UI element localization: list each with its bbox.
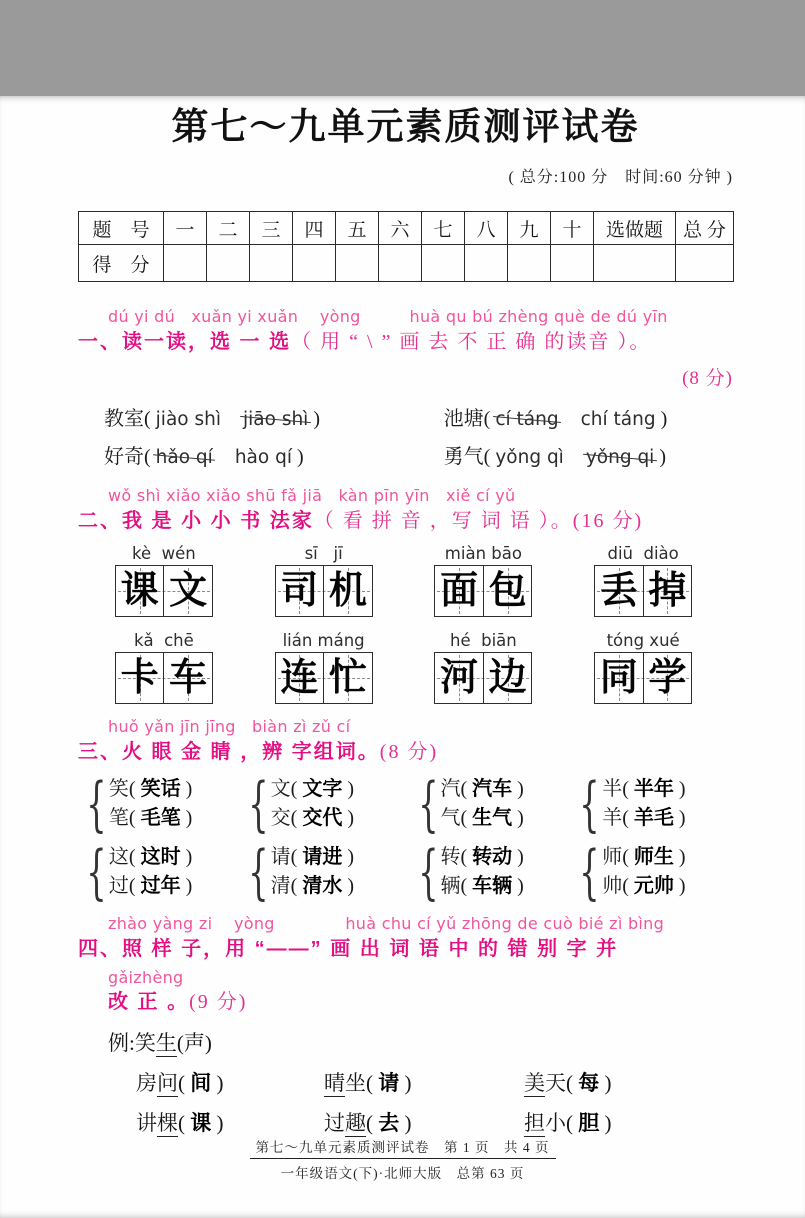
paren-close: ) xyxy=(342,846,354,868)
section1-score: (8 分) xyxy=(682,368,733,389)
writing-pinyin: sī jī xyxy=(304,544,343,563)
section1-items xyxy=(78,402,733,469)
grid-cell xyxy=(116,653,164,703)
pinyin-choice-item xyxy=(444,440,733,469)
writing-row-1 xyxy=(78,544,733,617)
writing-group xyxy=(404,631,564,704)
section3-score: (8 分) xyxy=(379,741,439,763)
paren-close: ) xyxy=(211,1071,224,1095)
pinyin-option: hào qí xyxy=(234,447,292,468)
paren-open: ( xyxy=(128,846,141,868)
word-part: 过 xyxy=(324,1111,345,1135)
score-table-header-cell: 五 xyxy=(336,212,379,245)
paren-open: ( xyxy=(290,778,303,800)
paren-open: ( xyxy=(178,1071,191,1095)
paren-close: ) xyxy=(599,1071,612,1095)
grid-cell xyxy=(163,653,212,703)
underlined-char: 晴 xyxy=(324,1071,345,1095)
handwritten-character: 面 xyxy=(440,570,479,612)
handwritten-character: 课 xyxy=(120,570,159,612)
brace-glyph: { xyxy=(417,837,439,907)
answer-word: 请进 xyxy=(302,846,343,868)
paren-close: ) xyxy=(399,1071,412,1095)
base-char: 请 xyxy=(270,846,291,868)
score-cell xyxy=(207,245,250,282)
grid-cell xyxy=(276,653,324,703)
pinyin-choice-item xyxy=(444,402,733,431)
example-text: 例:笑 xyxy=(108,1031,156,1055)
answer-word: 交代 xyxy=(302,807,343,829)
character-grid-box xyxy=(275,565,373,617)
char-pair-group xyxy=(417,769,580,839)
char-pair-group xyxy=(86,769,248,839)
item-word: 好奇( xyxy=(104,446,151,468)
paren-open: ( xyxy=(460,875,473,897)
pinyin-choice-item xyxy=(104,440,444,469)
section4-heading-strong: 四、照 样 子，用 “——” 画 出 词 语 中 的 错 别 字 并 xyxy=(78,938,619,960)
item-word: 勇气( xyxy=(443,446,491,468)
word-part: 天 xyxy=(545,1071,566,1095)
writing-pinyin: miàn bāo xyxy=(444,544,522,563)
section1-heading-light: （ 用 “ \ ” 画 去 不 正 确 的读音 ）。 xyxy=(291,331,652,353)
score-cell xyxy=(594,245,676,282)
writing-group xyxy=(84,631,244,704)
section1-heading-strong: 一、读一读，选 一 选 xyxy=(78,331,292,353)
char-pair-group xyxy=(579,769,733,839)
paren-open: ( xyxy=(178,1111,191,1135)
score-table-header-cell: 四 xyxy=(293,212,336,245)
page-footer xyxy=(0,1136,805,1182)
pinyin-option-crossed: hǎo qí xyxy=(155,447,213,468)
base-char: 文 xyxy=(270,778,291,800)
correction-item xyxy=(324,1067,524,1097)
word-part: 小 xyxy=(545,1111,566,1135)
writing-group xyxy=(563,631,723,704)
answer-word: 师生 xyxy=(633,846,674,868)
paren-close: ) xyxy=(211,1111,224,1135)
answer-word: 这时 xyxy=(140,846,181,868)
character-grid-box xyxy=(594,565,692,617)
correction-item xyxy=(524,1067,733,1097)
score-table-header-cell: 七 xyxy=(422,212,465,245)
handwritten-character: 丢 xyxy=(599,570,638,612)
writing-pinyin: diū diào xyxy=(607,544,679,563)
score-table-header-cell: 题 号 xyxy=(79,212,164,245)
answer-word: 元帅 xyxy=(633,875,674,897)
score-table-header-cell: 九 xyxy=(508,212,551,245)
base-char: 清 xyxy=(270,875,291,897)
grid-cell xyxy=(643,653,692,703)
grid-cell xyxy=(435,653,483,703)
paren-close: ) xyxy=(512,778,524,800)
correction-item xyxy=(136,1107,324,1137)
paren-open: ( xyxy=(366,1071,379,1095)
handwritten-character: 司 xyxy=(280,570,319,612)
correction-answer: 去 xyxy=(378,1111,400,1135)
correction-item xyxy=(136,1067,324,1097)
handwritten-character: 忙 xyxy=(328,657,367,699)
paper-content xyxy=(0,96,805,1137)
answer-word: 清水 xyxy=(302,875,343,897)
section4-heading-1 xyxy=(78,936,733,962)
base-char: 笔 xyxy=(108,807,129,829)
correction-answer: 间 xyxy=(190,1071,212,1095)
paren-open: ( xyxy=(290,846,303,868)
base-char: 羊 xyxy=(602,807,623,829)
score-table xyxy=(78,211,734,282)
writing-group xyxy=(244,631,404,704)
correction-answer: 胆 xyxy=(578,1111,600,1135)
handwritten-character: 学 xyxy=(648,657,687,699)
paren-close: ) xyxy=(599,1111,612,1135)
paren-open: ( xyxy=(622,846,634,868)
paren-open: ( xyxy=(290,807,303,829)
paren-open: ( xyxy=(128,875,141,897)
item-close: ) xyxy=(659,446,666,468)
section3-row-2 xyxy=(78,837,733,907)
score-row-label: 得 分 xyxy=(79,245,164,282)
handwritten-character: 卡 xyxy=(120,657,159,699)
score-table-header-cell: 选做题 xyxy=(594,212,676,245)
score-cell xyxy=(379,245,422,282)
underlined-char: 美 xyxy=(524,1071,545,1095)
correction-answer: 课 xyxy=(190,1111,212,1135)
underlined-char: 棵 xyxy=(157,1111,178,1135)
pinyin-option: jiào shì xyxy=(155,409,221,430)
writing-group xyxy=(563,544,723,617)
section3-pinyin: huǒ yǎn jīn jīng biàn zì zǔ cí xyxy=(108,717,351,736)
paren-open: ( xyxy=(622,875,634,897)
score-table-header-cell: 二 xyxy=(207,212,250,245)
section4-pinyin-2: gǎizhèng xyxy=(108,968,184,987)
brace-glyph: { xyxy=(86,769,107,839)
paren-open: ( xyxy=(290,875,303,897)
correction-item xyxy=(324,1107,524,1137)
grid-cell xyxy=(116,566,164,616)
paren-close: ) xyxy=(673,807,686,829)
paren-close: ) xyxy=(342,778,354,800)
base-char: 这 xyxy=(108,846,129,868)
section2-heading xyxy=(78,508,733,534)
score-table-header-row xyxy=(79,212,734,245)
grid-cell xyxy=(435,566,483,616)
writing-pinyin: tóng xué xyxy=(606,631,680,650)
answer-word: 文字 xyxy=(302,778,343,800)
footer-line-2: 一年级语文(下)·北师大版 总第 63 页 xyxy=(280,1166,525,1181)
paren-open: ( xyxy=(366,1111,379,1135)
char-pair-group xyxy=(417,837,580,907)
writing-pinyin: lián máng xyxy=(282,631,365,650)
brace-glyph: { xyxy=(248,769,269,839)
answer-word: 过年 xyxy=(140,875,181,897)
section1-heading xyxy=(78,329,733,355)
paren-open: ( xyxy=(128,778,141,800)
word-part: 房 xyxy=(136,1071,157,1095)
section4-heading2-strong: 改 正 。 xyxy=(108,991,190,1013)
handwritten-character: 机 xyxy=(328,570,367,612)
section4-example xyxy=(78,1027,733,1057)
char-pair-group xyxy=(579,837,733,907)
character-grid-box xyxy=(115,652,213,704)
base-char: 师 xyxy=(602,846,623,868)
pinyin-option-crossed: yǒng qi xyxy=(585,447,655,468)
section3-row-1 xyxy=(78,769,733,839)
page-title: 第七～九单元素质测评试卷 xyxy=(171,107,640,148)
score-table-header-cell: 一 xyxy=(164,212,207,245)
character-grid-box xyxy=(594,652,692,704)
underlined-char: 担 xyxy=(524,1111,545,1135)
writing-group xyxy=(404,544,564,617)
handwritten-character: 连 xyxy=(280,657,319,699)
writing-row-2 xyxy=(78,631,733,704)
paren-open: ( xyxy=(460,846,473,868)
grid-cell xyxy=(163,566,212,616)
writing-pinyin: hé biān xyxy=(450,631,517,650)
brace-glyph: { xyxy=(579,837,600,907)
underlined-char: 趣 xyxy=(345,1111,366,1135)
score-cell xyxy=(508,245,551,282)
pinyin-option-crossed: jiāo shì xyxy=(243,409,309,430)
writing-group xyxy=(244,544,404,617)
handwritten-character: 车 xyxy=(169,657,208,699)
word-part: 坐 xyxy=(345,1071,366,1095)
example-text: (声) xyxy=(176,1031,212,1055)
score-table-header-cell: 六 xyxy=(379,212,422,245)
paren-close: ) xyxy=(180,846,193,868)
item-word: 池塘( xyxy=(443,408,491,430)
section2-heading-light: （ 看 拼 音 ，写 词 语 ）。 xyxy=(313,510,573,532)
paren-close: ) xyxy=(673,846,686,868)
score-table-score-row xyxy=(79,245,734,282)
pinyin-option: yǒng qì xyxy=(495,447,564,468)
base-char: 转 xyxy=(440,846,461,868)
pinyin-option-crossed: cí táng xyxy=(495,409,559,430)
score-cell xyxy=(164,245,207,282)
score-cell xyxy=(465,245,508,282)
item-close: ) xyxy=(660,408,668,430)
pinyin-option: chí táng xyxy=(580,409,656,430)
score-cell xyxy=(293,245,336,282)
correction-answer: 请 xyxy=(378,1071,400,1095)
paren-open: ( xyxy=(566,1111,579,1135)
grid-cell xyxy=(643,566,692,616)
brace-glyph: { xyxy=(417,769,439,839)
brace-glyph: { xyxy=(86,837,107,907)
pinyin-choice-item xyxy=(104,402,444,431)
handwritten-character: 文 xyxy=(169,570,208,612)
paren-open: ( xyxy=(622,778,634,800)
handwritten-character: 同 xyxy=(599,657,638,699)
score-cell xyxy=(422,245,465,282)
writing-group xyxy=(84,544,244,617)
answer-word: 笑话 xyxy=(140,778,181,800)
page-subtitle: ( 总分:100 分 时间:60 分钟 ) xyxy=(508,169,733,186)
handwritten-character: 掉 xyxy=(648,570,687,612)
writing-pinyin: kǎ chē xyxy=(133,631,194,650)
section2-pinyin: wǒ shì xiǎo xiǎo shū fǎ jiā kàn pīn yīn xiě cí yǔ xyxy=(108,486,516,505)
section3-heading xyxy=(78,739,733,765)
base-char: 笑 xyxy=(108,778,129,800)
handwritten-character: 边 xyxy=(488,657,527,699)
answer-word: 车辆 xyxy=(472,875,513,897)
handwritten-character: 河 xyxy=(440,657,479,699)
score-table-header-cell: 三 xyxy=(250,212,293,245)
paren-close: ) xyxy=(399,1111,412,1135)
answer-word: 汽车 xyxy=(472,778,513,800)
char-pair-group xyxy=(248,769,418,839)
paren-close: ) xyxy=(512,875,524,897)
base-char: 气 xyxy=(440,807,461,829)
footer-line-1: 第七～九单元素质测评试卷 第 1 页 共 4 页 xyxy=(250,1136,556,1159)
paren-close: ) xyxy=(512,807,524,829)
answer-word: 毛笔 xyxy=(140,807,181,829)
grid-cell xyxy=(483,566,532,616)
paren-close: ) xyxy=(180,778,193,800)
correction-item xyxy=(524,1107,733,1137)
section4-items xyxy=(78,1067,733,1137)
answer-word: 转动 xyxy=(472,846,513,868)
char-pair-group xyxy=(248,837,418,907)
underlined-char: 生 xyxy=(155,1031,177,1055)
score-cell xyxy=(250,245,293,282)
grid-cell xyxy=(595,653,643,703)
base-char: 汽 xyxy=(440,778,461,800)
base-char: 过 xyxy=(108,875,129,897)
score-cell xyxy=(336,245,379,282)
paren-open: ( xyxy=(566,1071,579,1095)
grid-cell xyxy=(323,566,372,616)
section4-heading-2 xyxy=(78,989,733,1015)
grid-cell xyxy=(323,653,372,703)
paren-close: ) xyxy=(673,875,686,897)
answer-word: 生气 xyxy=(472,807,513,829)
base-char: 辆 xyxy=(440,875,461,897)
character-grid-box xyxy=(434,652,532,704)
paren-close: ) xyxy=(512,846,524,868)
score-table-header-cell: 总 分 xyxy=(676,212,734,245)
score-table-header-cell: 八 xyxy=(465,212,508,245)
brace-glyph: { xyxy=(579,769,600,839)
paren-open: ( xyxy=(622,807,634,829)
section3-heading-strong: 三、火 眼 金 睛 ，辨 字组词。 xyxy=(78,741,380,763)
underlined-char: 问 xyxy=(157,1071,178,1095)
section1-pinyin: dú yi dú xuǎn yi xuǎn yòng huà qu bú zhèng què de dú yīn xyxy=(108,307,668,326)
section2-heading-strong: 二、我 是 小 小 书 法家 xyxy=(78,510,314,532)
section4-score: (9 分) xyxy=(189,991,248,1013)
base-char: 半 xyxy=(602,778,623,800)
character-grid-box xyxy=(275,652,373,704)
paren-close: ) xyxy=(673,778,686,800)
paren-open: ( xyxy=(460,778,473,800)
item-close: ) xyxy=(313,408,320,430)
paren-close: ) xyxy=(180,807,193,829)
writing-pinyin: kè wén xyxy=(132,544,196,563)
score-cell xyxy=(676,245,734,282)
section4-pinyin-1: zhào yàng zi yòng huà chu cí yǔ zhōng de cuò bié zì bìng xyxy=(108,914,665,933)
section2-score: (16 分) xyxy=(572,510,644,532)
handwritten-character: 包 xyxy=(488,570,527,612)
brace-glyph: { xyxy=(248,837,269,907)
base-char: 交 xyxy=(270,807,291,829)
grid-cell xyxy=(483,653,532,703)
word-part: 讲 xyxy=(136,1111,157,1135)
paren-close: ) xyxy=(342,875,354,897)
grid-cell xyxy=(595,566,643,616)
paren-close: ) xyxy=(342,807,354,829)
grid-cell xyxy=(276,566,324,616)
base-char: 帅 xyxy=(602,875,623,897)
answer-word: 半年 xyxy=(633,778,674,800)
char-pair-group xyxy=(86,837,248,907)
score-table-header-cell: 十 xyxy=(551,212,594,245)
test-paper-sheet xyxy=(0,96,805,1218)
correction-answer: 每 xyxy=(578,1071,600,1095)
character-grid-box xyxy=(115,565,213,617)
item-close: ) xyxy=(296,446,304,468)
item-word: 教室( xyxy=(104,408,151,430)
paren-open: ( xyxy=(128,807,141,829)
character-grid-box xyxy=(434,565,532,617)
paren-open: ( xyxy=(460,807,473,829)
score-cell xyxy=(551,245,594,282)
paren-close: ) xyxy=(180,875,193,897)
answer-word: 羊毛 xyxy=(633,807,674,829)
